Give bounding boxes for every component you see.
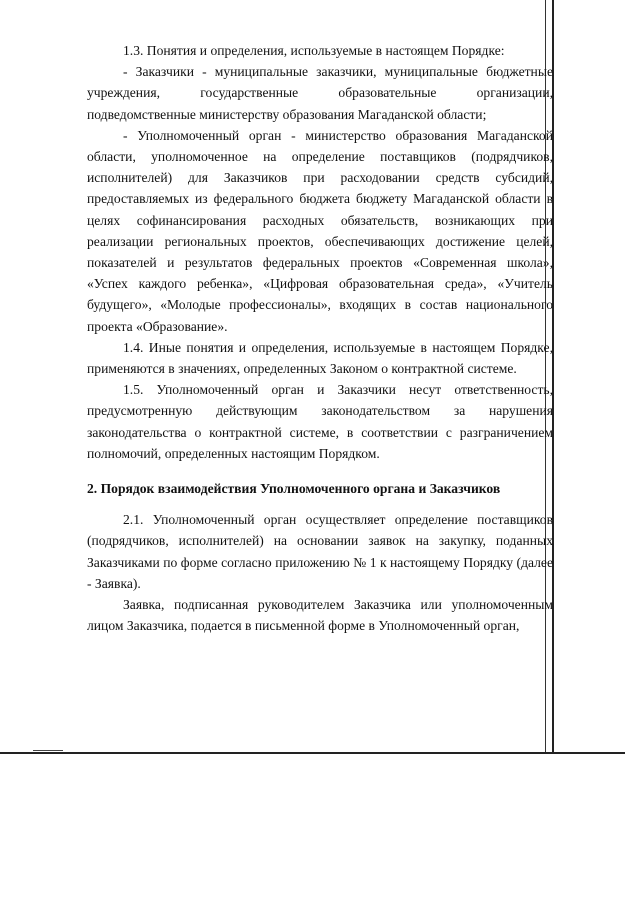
scan-edge-mark bbox=[33, 750, 63, 751]
paragraph: 2.1. Уполномоченный орган осуществляет определение поставщиков (подрядчиков, исполнителей) на основании заявок на закупку, поданных Заказчиками по форме согласно приложению № 1 к настоящему Порядку (далее - Заявка). bbox=[87, 512, 553, 591]
paragraph: 1.3. Понятия и определения, используемые в настоящем Порядке: bbox=[123, 43, 505, 58]
document-body bbox=[87, 40, 553, 636]
page-bottom-edge bbox=[0, 752, 625, 754]
paragraph: - Заказчики - муниципальные заказчики, муниципальные бюджетные учреждения, государственные образовательные организации, подведомственные министерству образования Магаданской области; bbox=[87, 64, 553, 122]
paragraph: - Уполномоченный орган - министерство образования Магаданской области, уполномоченное на определение поставщиков (подрядчиков, исполнителей) для Заказчиков при расходовании средств субсидий, предоставляемых из федерального бюджета бюджету Магаданской области в целях софинансирования расходных обязательств, возникающих при реализации региональных проектов, обеспечивающих достижение целей, показателей и результатов федеральных проектов «Современная школа», «Успех каждого ребенка», «Цифровая образовательная среда», «Учитель будущего», «Молодые профессионалы», входящих в состав национального проекта «Образование». bbox=[87, 127, 553, 334]
section-gap bbox=[87, 464, 553, 470]
section-heading: 2. Порядок взаимодействия Уполномоченного органа и Заказчиков bbox=[87, 481, 501, 497]
paragraph: 1.5. Уполномоченный орган и Заказчики несут ответственность, предусмотренную действующим законодательством за нарушения законодательства о контрактной системе, в соответствии с разграничением полномочий, определенных настоящим Порядком. bbox=[87, 382, 553, 461]
paragraph: 1.4. Иные понятия и определения, используемые в настоящем Порядке, применяются в значениях, определенных Законом о контрактной системе. bbox=[87, 339, 553, 377]
paragraph: Заявка, подписанная руководителем Заказчика или уполномоченным лицом Заказчика, подается в письменной форме в Уполномоченный орган, bbox=[87, 597, 553, 634]
